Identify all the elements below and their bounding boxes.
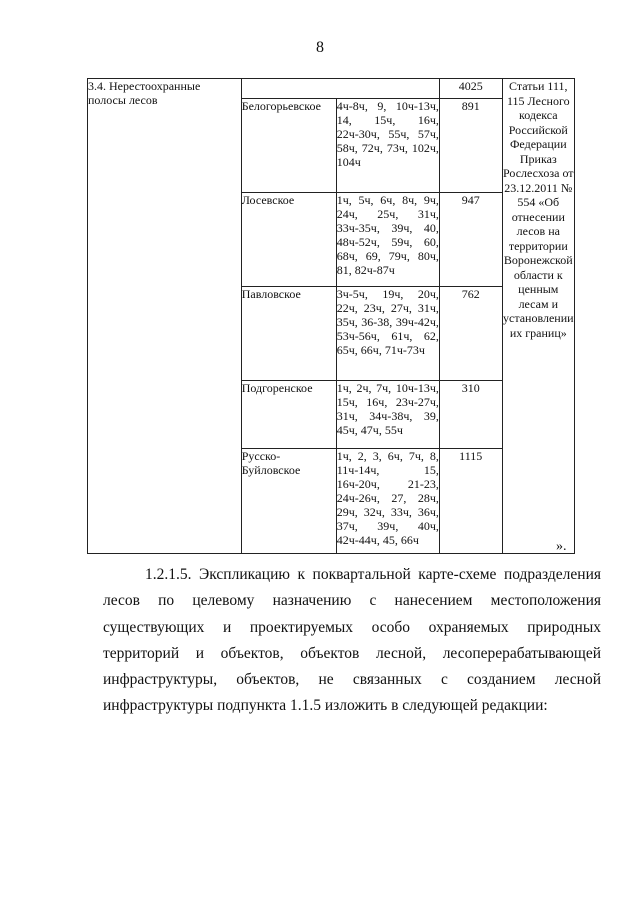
closing-quote: ».: [556, 539, 567, 554]
forestry-name: Подгоренское: [241, 381, 336, 449]
forestry-name: Белогорьевское: [241, 99, 336, 193]
table-row: [88, 79, 575, 99]
quarters-list: 1ч, 2ч, 7ч, 10ч-13ч, 15ч, 16ч, 23ч-27ч, 31ч, 34ч-38ч, 39, 45ч, 47ч, 55ч: [336, 381, 439, 449]
page-number: 8: [316, 39, 324, 56]
quarters-list: 1ч, 5ч, 6ч, 8ч, 9ч, 24ч, 25ч, 31ч, 33ч-35ч, 39ч, 40, 48ч-52ч, 59ч, 60, 68ч, 69, 79ч, 80ч, 81, 82ч-87ч: [336, 193, 439, 287]
category-cell: 3.4. Нерестоохранные полосы лесов: [88, 79, 242, 554]
empty-cell: [241, 79, 439, 99]
paragraph-text: Экспликацию к поквартальной карте-схеме подразделения лесов по целевому назначению с нанесением местоположения существующих и проектируемых особо охраняемых природных территорий и объектов, объектов лесной, лесоперерабатывающей инфраструктуры, объектов, не связанных с созданием лесной инфраструктуры подпункта 1.1.5 изложить в следующей редакции:: [103, 566, 602, 715]
area-value: 762: [439, 287, 502, 381]
forestry-name: Русско-Буйловское: [241, 449, 336, 554]
forestry-name: Павловское: [241, 287, 336, 381]
area-value: 947: [439, 193, 502, 287]
quarters-list: 4ч-8ч, 9, 10ч-13ч, 14, 15ч, 16ч, 22ч-30ч, 55ч, 57ч, 58ч, 72ч, 73ч, 102ч, 104ч: [336, 99, 439, 193]
total-area-cell: 4025: [439, 79, 502, 99]
body-paragraph: [103, 562, 601, 720]
paragraph-number: 1.2.1.5.: [145, 566, 192, 583]
quarters-list: 3ч-5ч, 19ч, 20ч, 22ч, 23ч, 27ч, 31ч, 35ч, 36-38, 39ч-42ч, 53ч-56ч, 61ч, 62, 65ч, 66ч, 71ч-73ч: [336, 287, 439, 381]
area-value: 310: [439, 381, 502, 449]
quarters-list: 1ч, 2, 3, 6ч, 7ч, 8, 11ч-14ч, 15, 16ч-20ч, 21-23, 24ч-26ч, 27, 28ч, 29ч, 32ч, 33ч, 36ч, 37ч, 39ч, 40ч, 42ч-44ч, 45, 66ч: [336, 449, 439, 554]
forestry-name: Лосевское: [241, 193, 336, 287]
area-value: 1115: [439, 449, 502, 554]
forest-table: [87, 78, 575, 554]
legal-basis-cell: Статьи 111, 115 Лесного кодекса Российской Федерации Приказ Рослесхоза от 23.12.2011 № 554 «Об отнесении лесов на территории Воронежской области к ценным лесам и установлении их границ»: [502, 79, 574, 554]
area-value: 891: [439, 99, 502, 193]
